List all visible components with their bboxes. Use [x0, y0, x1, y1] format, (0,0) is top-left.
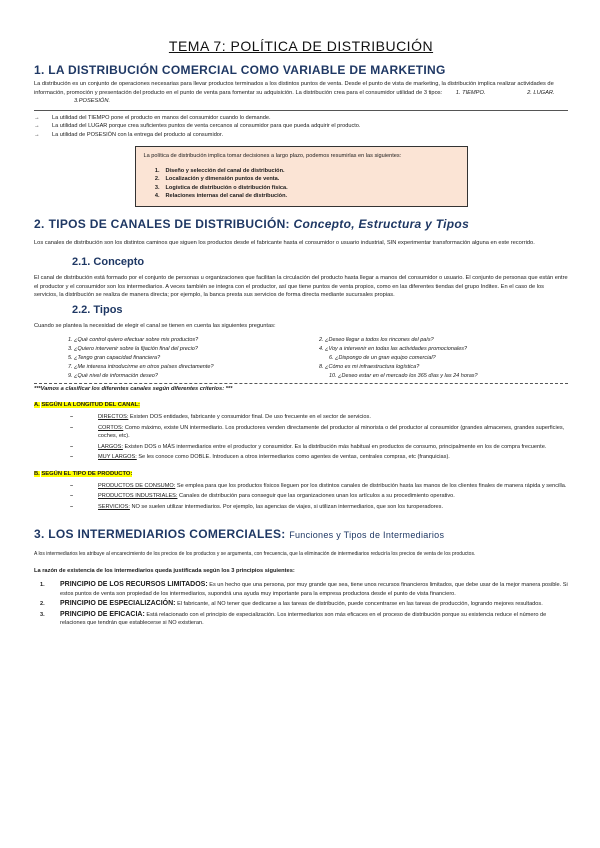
- question: 7. ¿Me interesa introducirme en otros países directamente?: [68, 363, 214, 370]
- questions-grid: [34, 336, 568, 381]
- list-item: 3. PRINCIPIO DE EFICACIA: Está relacionado con el principio de especialización. Los intermediarios son más eficaces en el proceso de distribución porque su existencia reduce el número de relaciones que tendrán que establecerse si NO existieran.: [40, 610, 547, 627]
- arrow-icon: →: [34, 114, 40, 121]
- divider: [34, 110, 568, 111]
- list-item: 3. Logística de distribución o distribución física.: [154, 184, 288, 191]
- question: 4. ¿Voy a intervenir en todas las actividades promocionales?: [319, 345, 468, 352]
- section-1-paragraph: [34, 80, 568, 106]
- criterion-a-list: [34, 413, 568, 462]
- utility-type-3: 3.POSESIÓN.: [74, 98, 111, 105]
- decisions-list: [144, 167, 459, 201]
- divider: [34, 383, 568, 384]
- list-item: – SERVICIOS: NO se suelen utilizar intermediarios. Por ejemplo, las agencias de viajes, si utilizan intermediarios, que son los turoperadores.: [70, 503, 444, 510]
- section-1-heading: 1. LA DISTRIBUCIÓN COMERCIAL COMO VARIABLE DE MARKETING: [34, 63, 446, 77]
- list-item: – DIRECTOS: Existen DOS entidades, fabricante y consumidor final. De uso frecuente en el sector de servicios.: [70, 414, 371, 421]
- question: 9. ¿Qué nivel de información deseo?: [68, 372, 158, 379]
- utility-item: → La utilidad del LUGAR porque crea suficientes puntos de venta cercanos al consumidor para que pueda adquirir el producto.: [34, 123, 361, 130]
- tipos-paragraph: Cuando se plantea la necesidad de elegir el canal se tienen en cuenta las siguientes preguntas:: [34, 322, 276, 329]
- subsection-concepto-heading: 2.1. Concepto: [72, 256, 145, 269]
- question: 3. ¿Quiero intervenir sobre la fijación final del precio?: [68, 345, 198, 352]
- utility-item: → La utilidad del TIEMPO pone el producto en manos del consumidor cuando lo demande.: [34, 114, 271, 121]
- arrow-icon: →: [34, 131, 40, 138]
- principles-list: [34, 581, 568, 628]
- section-3-heading: 3. LOS INTERMEDIARIOS COMERCIALES: Funciones y Tipos de Intermediarios: [34, 527, 445, 542]
- criterion-a-heading: A. SEGÚN LA LONGITUD DEL CANAL:: [34, 402, 140, 409]
- decisions-box: [135, 146, 468, 207]
- utility-list: [34, 114, 568, 140]
- question: 5. ¿Tengo gran capacidad financiera?: [68, 354, 161, 361]
- list-item: 4. Relaciones internas del canal de distribución.: [154, 193, 288, 200]
- utility-type-1: 1. TIEMPO.: [455, 89, 486, 96]
- section-2-heading: 2. TIPOS DE CANALES DE DISTRIBUCIÓN: Concepto, Estructura y Tipos: [34, 216, 470, 231]
- list-item: 1. Diseño y selección del canal de distribución.: [154, 167, 285, 174]
- list-item: – CORTOS: Como máximo, existe UN intermediario. Los productores venden directamente del productor al minorista o del productor al consumidor (grandes almacenes, grandes superficies, coches, etc).: [70, 424, 565, 440]
- utility-item: → La utilidad de POSESIÓN con la entrega del producto al consumidor.: [34, 131, 224, 138]
- list-item: – MUY LARGOS: Se les conoce como DOBLE. Introducen a otros intermediarios como agentes de ventas, centrales compras, etc (franquicias).: [70, 454, 450, 461]
- section-1-text: La distribución es un conjunto de operaciones necesarias para llevar productos terminados a los distintos puntos de venta. Desde el punto de vista de marketing, la distribución implica realizar actividades de información, promoción y presentación del producto en el punto de venta para fomentar su adquisición. La distribución crea para el consumidor utilidad de 3 tipos:: [34, 81, 554, 96]
- question: 2. ¿Deseo llegar a todos los rincones del país?: [319, 336, 434, 343]
- section-3-intro: La razón de existencia de los intermediarios queda justificada según los 3 principios siguientes:: [34, 567, 295, 574]
- question: 10. ¿Deseo estar en el mercado los 365 días y las 24 horas?: [329, 372, 478, 379]
- list-item: 2. PRINCIPIO DE ESPECIALIZACIÓN: El fabricante, al NO tener que dedicarse a las tareas de distribución, puede concentrarse en las tareas de producción, logrando mejores resultados.: [40, 600, 543, 608]
- subsection-tipos-heading: 2.2. Tipos: [72, 303, 123, 316]
- list-item: – PRODUCTOS DE CONSUMO: Se emplea para que los productos físicos lleguen por los distintos canales de distribución hasta las manos de los clientes finales de manera rápida y sencilla.: [70, 482, 567, 489]
- criterion-b-list: [34, 482, 568, 512]
- question: 6. ¿Dispongo de un gran equipo comercial?: [329, 354, 436, 361]
- list-item: – LARGOS: Existen DOS o MÁS intermediarios entre el productor y consumidor. Es la distribución más habitual en productos de consumo, principalmente en los de compra frecuente.: [70, 443, 547, 450]
- list-item: – PRODUCTOS INDUSTRIALES: Canales de distribución para conseguir que las organizaciones unan los artículos a su procedimiento operativo.: [70, 493, 455, 500]
- utility-type-2: 2. LUGAR.: [527, 89, 555, 96]
- question: 1. ¿Qué control quiero efectuar sobre mis productos?: [68, 336, 199, 343]
- list-item: 2. Localización y dimensión puntos de venta.: [154, 176, 280, 183]
- page-title: TEMA 7: POLÍTICA DE DISTRIBUCIÓN: [168, 38, 434, 54]
- list-item: 1. PRINCIPIO DE LOS RECURSOS LIMITADOS: Es un hecho que una persona, por muy grande que sea, tiene unos recursos financieros limitados, que debe usar de la mejor manera posible. Si estos puntos de venta son propiedad de los intermediarios, supondrá una ayuda muy importante para la empresa productora desde el punto de vista financiero.: [40, 581, 568, 597]
- criterion-b-heading: B. SEGÚN EL TIPO DE PRODUCTO:: [34, 470, 133, 477]
- decisions-intro: La política de distribución implica tomar decisiones a largo plazo, podemos resumirlas en las siguientes:: [143, 152, 402, 159]
- section-3-paragraph: A los intermediarios les atribuye al encarecimiento de los precios de los productos y se argumenta, con frecuencia, que la eliminación de intermediarios reduciría los precios de venta de los productos.: [34, 551, 476, 558]
- classify-note: ***Vamos a clasificar los diferentes canales según diferentes criterios: ***: [34, 385, 233, 392]
- question: 8. ¿Cómo es mi infraestructura logística?: [319, 363, 420, 370]
- section-2-paragraph: Los canales de distribución son los distintos caminos que siguen los productos desde el fabricante hasta el consumidor o usuario industrial, SIN experimentar transformación alguna en este recorrido.: [34, 239, 535, 246]
- arrow-icon: →: [34, 123, 40, 130]
- concepto-paragraph: El canal de distribución está formado por el conjunto de personas u organizaciones que facilitan la circulación del producto hasta llegar a manos del consumidor o usuario. El conjunto de personas que están entre el productor y el consumidor son los intermediarios. A veces también se integra con el productor, así que tiene puntos de venta propios, como en las diferentes tiendas del grupo Inditex. En el caso de los servicios, la distribución se realiza de manera directa; por ejemplo, la banca presta sus servicios de forma directa mediante sucursales propias.: [34, 275, 568, 299]
